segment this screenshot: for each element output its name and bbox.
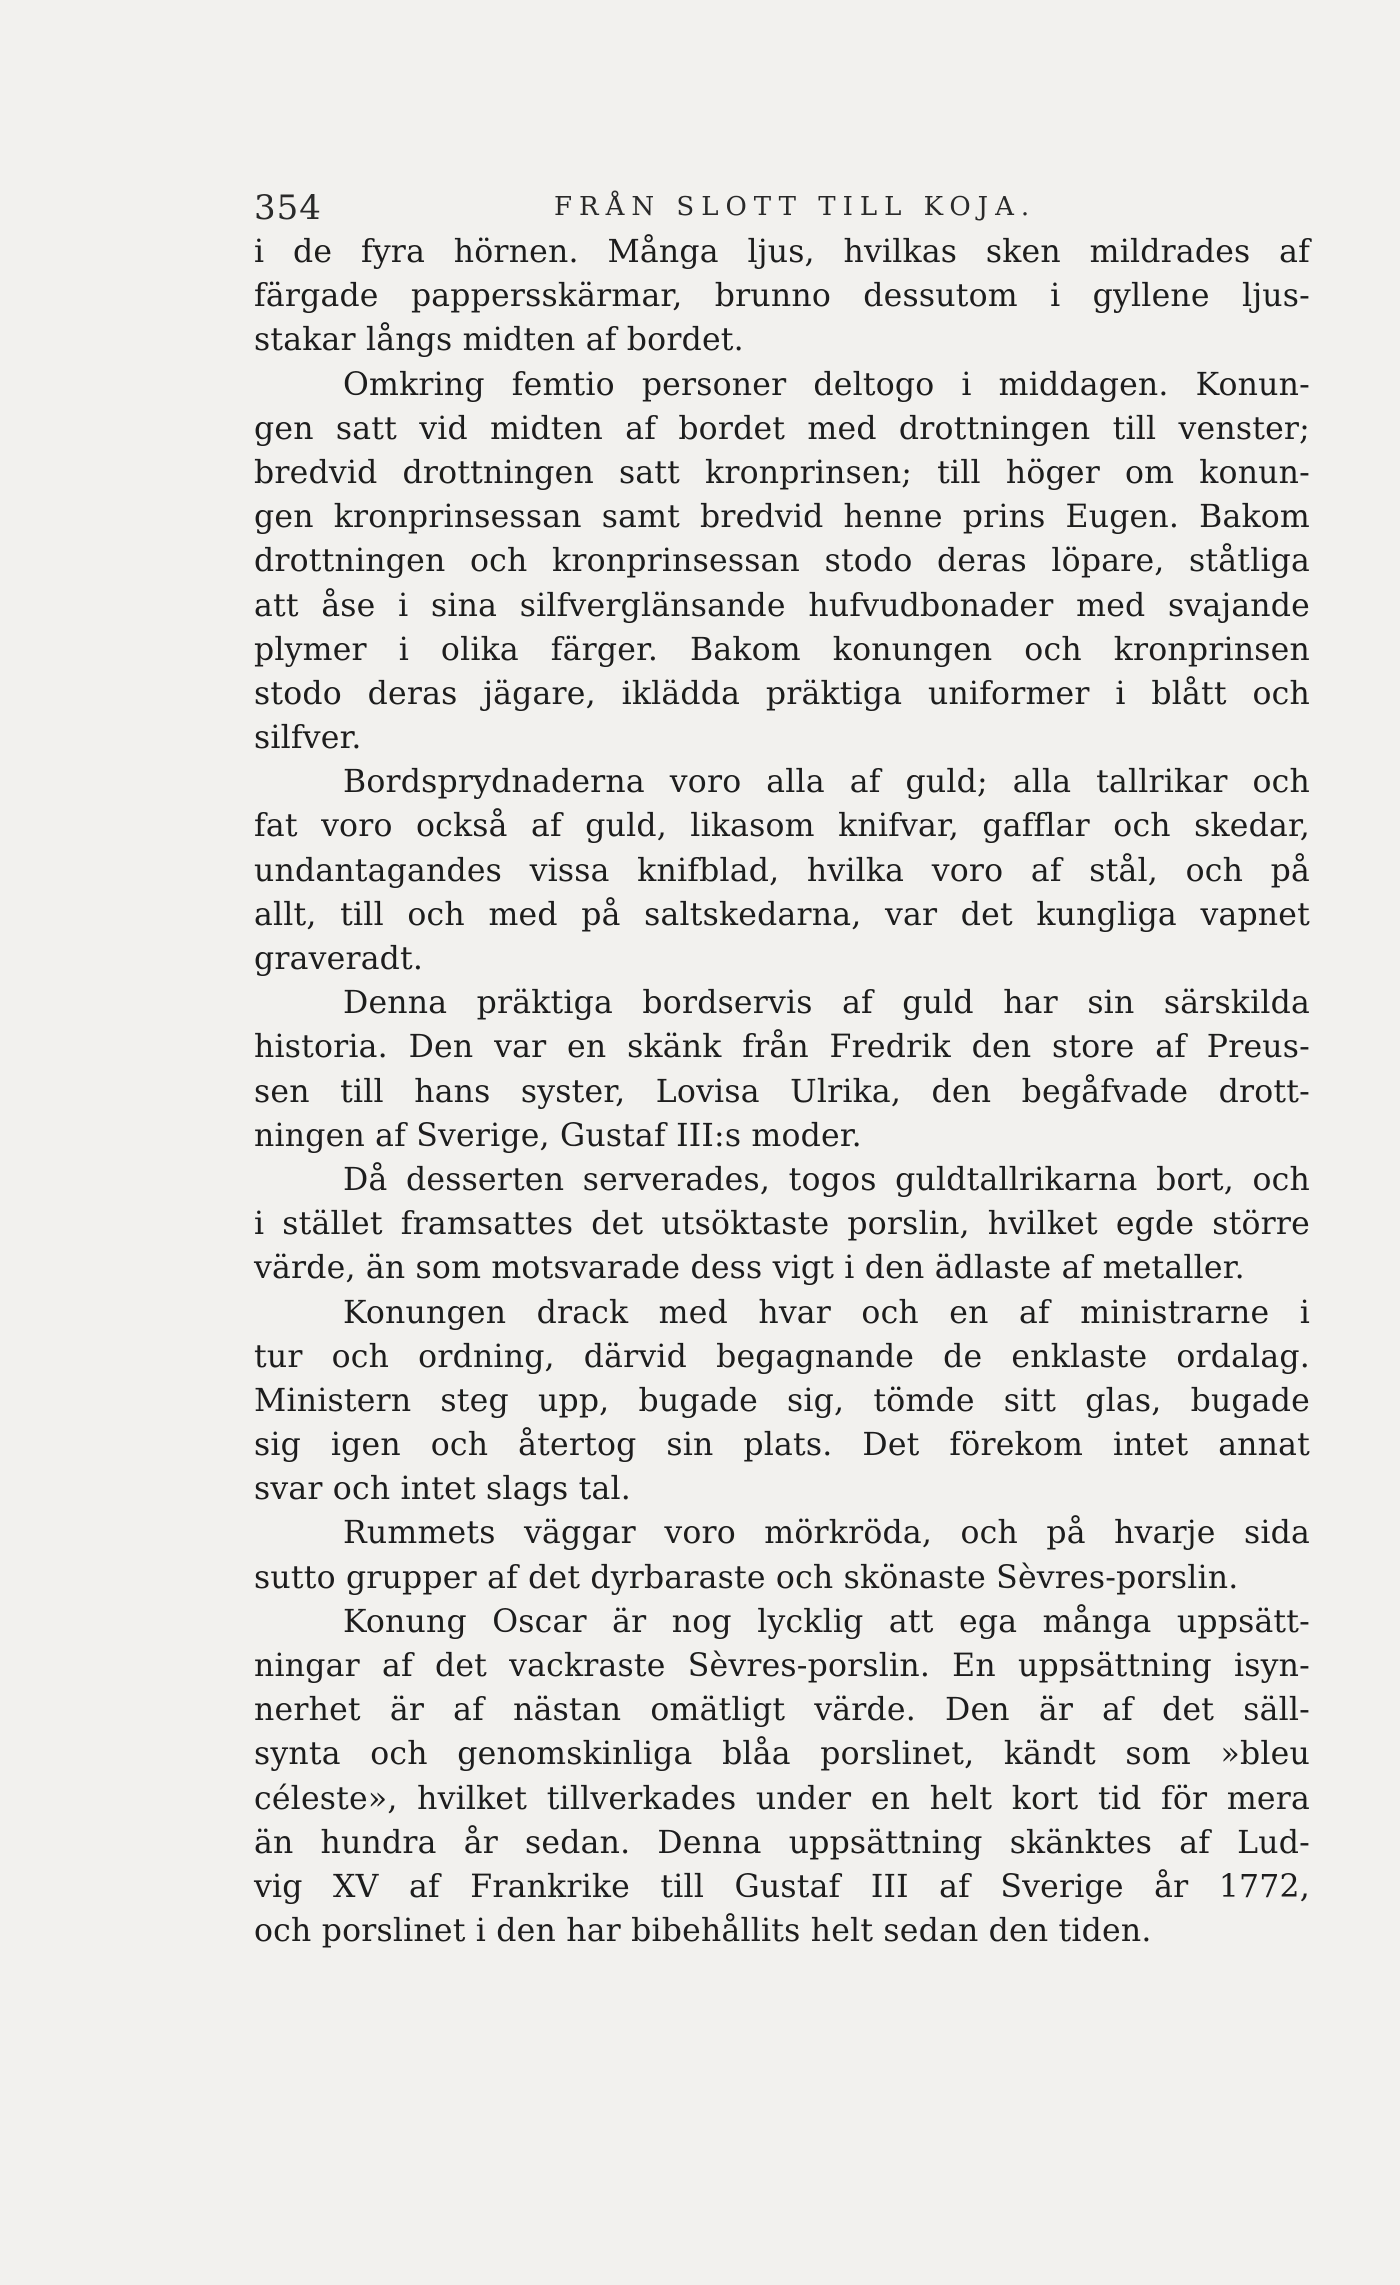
text-line: plymer i olika färger. Bakom konungen och kronprinsen <box>254 631 1310 668</box>
text-line: céleste», hvilket tillverkades under en helt kort tid för mera <box>254 1780 1310 1817</box>
text-line: drottningen och kronprinsessan stodo deras löpare, ståtliga <box>254 543 1310 580</box>
text-line: graveradt. <box>254 941 424 977</box>
text-line: tur och ordning, därvid begagnande de enklaste ordalag. <box>254 1338 1310 1375</box>
page-number: 354 <box>254 188 322 228</box>
text-line: Rummets väggar voro mörkröda, och på hvarje sida <box>343 1515 1310 1552</box>
text-line: i de fyra hörnen. Många ljus, hvilkas sken mildrades af <box>254 234 1310 270</box>
text-line: ningar af det vackraste Sèvres-porslin. En uppsättning isyn- <box>254 1648 1310 1684</box>
text-line: historia. Den var en skänk från Fredrik den store af Preus- <box>254 1029 1310 1066</box>
body-text <box>254 230 1310 1953</box>
running-title: FRÅN SLOTT TILL KOJA. <box>554 192 1037 222</box>
text-line: Omkring femtio personer deltogo i middagen. Konun- <box>343 366 1310 403</box>
text-line: svar och intet slags tal. <box>254 1471 631 1508</box>
text-line: sig igen och återtog sin plats. Det förekom intet annat <box>254 1427 1310 1464</box>
text-line: undantagandes vissa knifblad, hvilka voro af stål, och på <box>254 852 1310 889</box>
text-line: Bordsprydnaderna voro alla af guld; alla tallrikar och <box>343 764 1310 801</box>
text-line: fat voro också af guld, likasom knifvar, gafflar och skedar, <box>254 808 1310 845</box>
text-line: sen till hans syster, Lovisa Ulrika, den begåfvade drott- <box>254 1073 1310 1110</box>
text-line: synta och genomskinliga blåa porslinet, kändt som »bleu <box>254 1736 1310 1773</box>
text-line: Konung Oscar är nog lycklig att ega många uppsätt- <box>343 1603 1310 1640</box>
text-line: stakar långs midten af bordet. <box>254 322 744 359</box>
text-line: ningen af Sverige, Gustaf III:s moder. <box>254 1117 862 1154</box>
text-line: Ministern steg upp, bugade sig, tömde sitt glas, bugade <box>254 1382 1310 1419</box>
text-line: vig XV af Frankrike till Gustaf III af Sverige år 1772, <box>254 1868 1310 1905</box>
text-line: färgade pappersskärmar, brunno dessutom i gyllene ljus- <box>254 278 1310 315</box>
text-line: stodo deras jägare, iklädda präktiga uniformer i blått och <box>254 675 1310 712</box>
text-line: i stället framsattes det utsöktaste porslin, hvilket egde större <box>254 1206 1310 1243</box>
text-line: gen satt vid midten af bordet med drottningen till venster; <box>254 410 1310 447</box>
text-line: att åse i sina silfverglänsande hufvudbonader med svajande <box>254 587 1310 624</box>
text-line: Konungen drack med hvar och en af ministrarne i <box>343 1294 1310 1331</box>
text-line: allt, till och med på saltskedarna, var det kungliga vapnet <box>254 896 1310 933</box>
text-line: och porslinet i den har bibehållits helt sedan den tiden. <box>254 1913 1152 1950</box>
text-line: Då desserten serverades, togos guldtallrikarna bort, och <box>343 1161 1310 1198</box>
text-line: än hundra år sedan. Denna uppsättning skänktes af Lud- <box>254 1824 1310 1861</box>
text-line: Denna präktiga bordservis af guld har sin särskilda <box>343 985 1310 1022</box>
text-line: bredvid drottningen satt kronprinsen; till höger om konun- <box>254 454 1310 491</box>
text-line: sutto grupper af det dyrbaraste och skönaste Sèvres-porslin. <box>254 1559 1239 1596</box>
text-line: silfver. <box>254 720 362 757</box>
text-line: nerhet är af nästan omätligt värde. Den är af det säll- <box>254 1692 1310 1729</box>
text-line: värde, än som motsvarade dess vigt i den ädlaste af metaller. <box>254 1250 1245 1287</box>
text-line: gen kronprinsessan samt bredvid henne prins Eugen. Bakom <box>254 499 1310 536</box>
